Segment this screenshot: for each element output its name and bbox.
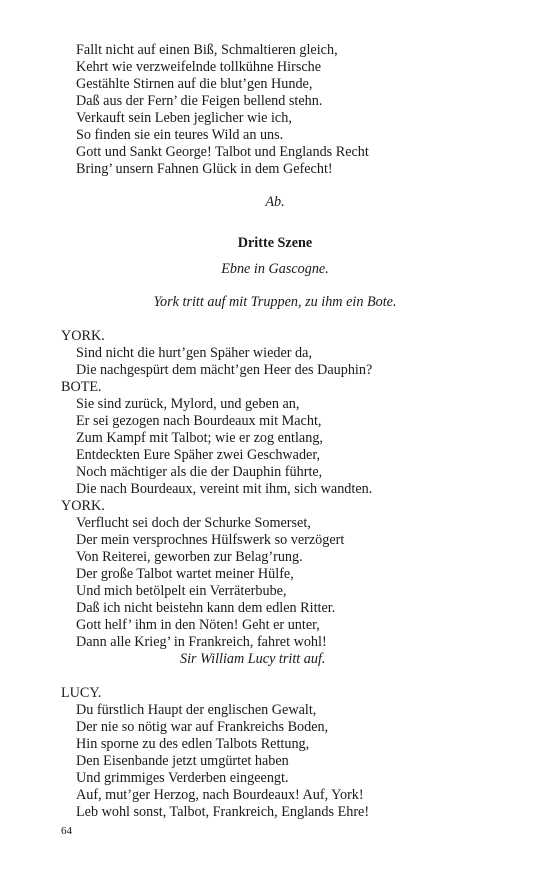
verse-line: Entdeckten Eure Späher zwei Geschwader, <box>76 447 321 463</box>
verse-line: Gott helf’ ihm in den Nöten! Geht er unter, <box>76 617 320 633</box>
scene-title: Dritte Szene <box>237 235 313 251</box>
verse-line: Der große Talbot wartet meiner Hülfe, <box>76 566 294 582</box>
verse-line: Bring’ unsern Fahnen Glück in dem Gefecht! <box>76 161 333 177</box>
verse-line: Gestählte Stirnen auf die blut’gen Hunde, <box>76 76 313 92</box>
verse-line: Fallt nicht auf einen Biß, Schmaltieren gleich, <box>76 42 338 58</box>
verse-line: Der nie so nötig war auf Frankreichs Boden, <box>76 719 329 735</box>
verse-line: Den Eisenbande jetzt umgürtet haben <box>76 753 289 769</box>
verse-line: Und mich betölpelt ein Verräterbube, <box>76 583 287 599</box>
verse-line: Der mein versprochnes Hülfswerk so verzögert <box>76 532 345 548</box>
verse-line: Die nachgespürt dem mächt’gen Heer des Dauphin? <box>76 362 373 378</box>
verse-line: Er sei gezogen nach Bourdeaux mit Macht, <box>76 413 322 429</box>
verse-line: Von Reiterei, geworben zur Belag’rung. <box>76 549 303 565</box>
verse-line: Hin sporne zu des edlen Talbots Rettung, <box>76 736 310 752</box>
verse-line: Sind nicht die hurt’gen Späher wieder da, <box>76 345 312 361</box>
verse-line: Die nach Bourdeaux, vereint mit ihm, sich wandten. <box>76 481 373 497</box>
stage-direction-exit: Ab. <box>265 194 285 210</box>
verse-line: Kehrt wie verzweifelnde tollkühne Hirsche <box>76 59 322 75</box>
verse-line: Auf, mut’ger Herzog, nach Bourdeaux! Auf, York! <box>76 787 364 803</box>
verse-line: Daß ich nicht beistehn kann dem edlen Ritter. <box>76 600 336 616</box>
speaker-name: LUCY. <box>61 685 102 701</box>
scene-location: Ebne in Gascogne. <box>221 261 329 277</box>
stage-direction-entrance: Sir William Lucy tritt auf. <box>180 651 326 667</box>
verse-line: Daß aus der Fern’ die Feigen bellend stehn. <box>76 93 323 109</box>
stage-direction-entrance: York tritt auf mit Truppen, zu ihm ein Bote. <box>153 294 397 310</box>
verse-line: Und grimmiges Verderben eingeengt. <box>76 770 289 786</box>
verse-line: Du fürstlich Haupt der englischen Gewalt, <box>76 702 317 718</box>
page-number: 64 <box>61 825 72 837</box>
speaker-name: YORK. <box>61 328 105 344</box>
verse-line: So finden sie ein teures Wild an uns. <box>76 127 284 143</box>
verse-line: Verkauft sein Leben jeglicher wie ich, <box>76 110 292 126</box>
verse-line: Noch mächtiger als die der Dauphin führte, <box>76 464 323 480</box>
verse-line: Dann alle Krieg’ in Frankreich, fahret wohl! <box>76 634 327 650</box>
speaker-name: BOTE. <box>61 379 102 395</box>
verse-line: Sie sind zurück, Mylord, und geben an, <box>76 396 300 412</box>
verse-line: Zum Kampf mit Talbot; wie er zog entlang, <box>76 430 323 446</box>
speaker-name: YORK. <box>61 498 105 514</box>
verse-line: Verflucht sei doch der Schurke Somerset, <box>76 515 311 531</box>
verse-line: Leb wohl sonst, Talbot, Frankreich, Englands Ehre! <box>76 804 370 820</box>
verse-line: Gott und Sankt George! Talbot und Englands Recht <box>76 144 369 160</box>
